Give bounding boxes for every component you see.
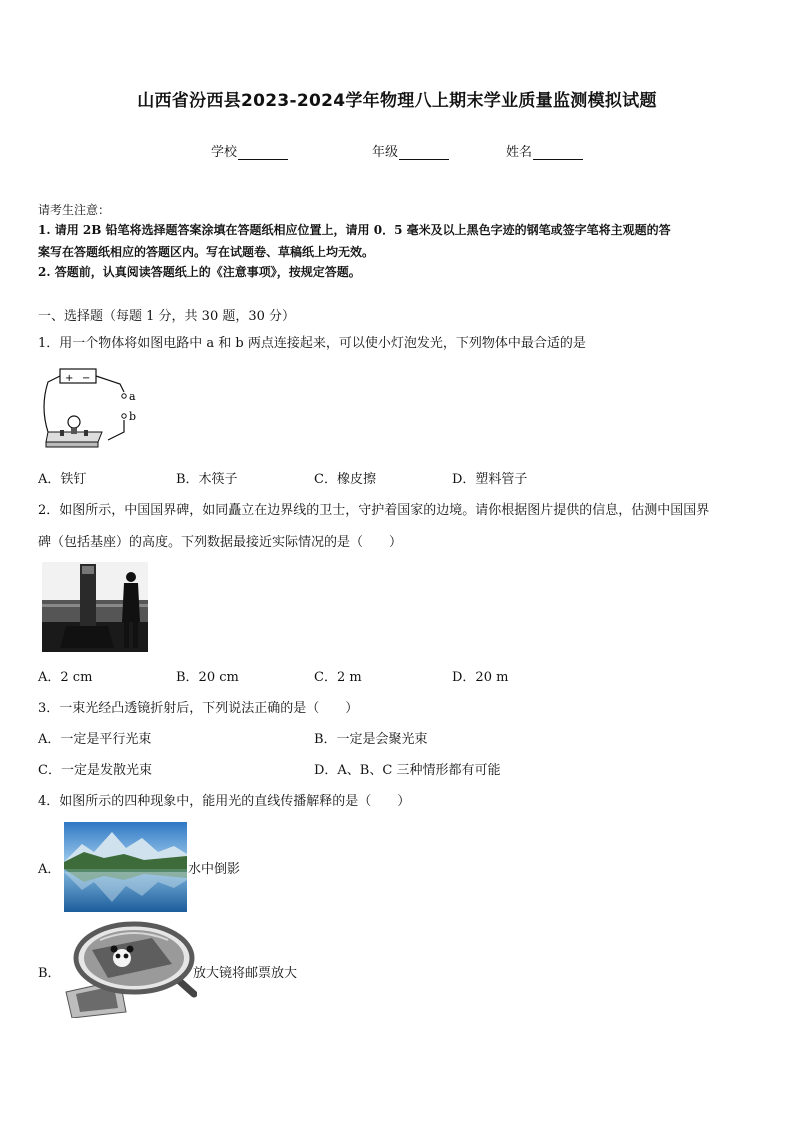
notice-heading: 请考生注意： <box>38 203 111 217</box>
q4-option-b-caption: 放大镜将邮票放大 <box>193 966 298 981</box>
q1-option-a[interactable]: A．铁钉 <box>38 472 87 487</box>
point-b-label: b <box>129 410 137 423</box>
grade-blank <box>399 147 449 160</box>
section-heading: 一、选择题（每题 1 分，共 30 题，30 分） <box>38 309 296 324</box>
q1-option-d[interactable]: D．塑料管子 <box>452 472 528 487</box>
school-field <box>211 141 288 160</box>
notice-line-1b: 案写在答题纸相应的答题区内。写在试题卷、草稿纸上均无效。 <box>38 245 375 259</box>
name-label: 姓名 <box>506 145 533 160</box>
q2-option-b[interactable]: B．20 cm <box>176 670 239 685</box>
q1-option-b[interactable]: B．木筷子 <box>176 472 238 487</box>
q4-option-a-caption: 水中倒影 <box>188 862 241 877</box>
grade-field <box>372 141 449 160</box>
q4-lake-reflection-photo <box>64 822 187 912</box>
notice-line-1a: 1. 请用 2B 铅笔将选择题答案涂填在答题纸相应位置上，请用 0．5 毫米及以上黑色字迹的钢笔或签字笔将主观题的答 <box>38 223 671 237</box>
page-title: 山西省汾西县2023-2024学年物理八上期末学业质量监测模拟试题 <box>137 91 657 111</box>
q4-option-b-letter[interactable]: B． <box>38 966 61 981</box>
notice-line-2: 2. 答题前，认真阅读答题纸上的《注意事项》，按规定答题。 <box>38 265 361 279</box>
q2-stem-line-1: 2．如图所示，中国国界碑，如同矗立在边界线的卫士，守护着国家的边境。请你根据图片提供的信息，估测中国国界 <box>38 503 710 518</box>
name-blank <box>533 147 583 160</box>
q1-stem: 1．用一个物体将如图电路中 a 和 b 两点连接起来，可以使小灯泡发光，下列物体中最合适的是 <box>38 336 586 351</box>
q1-circuit-figure <box>38 362 148 452</box>
q3-option-c[interactable]: C．一定是发散光束 <box>38 763 152 778</box>
q2-boundary-marker-photo <box>42 562 148 652</box>
q3-option-a[interactable]: A．一定是平行光束 <box>38 732 152 747</box>
q2-option-a[interactable]: A．2 cm <box>38 670 93 685</box>
q4-stem: 4．如图所示的四种现象中，能用光的直线传播解释的是（ ） <box>38 794 411 809</box>
battery-plus: + <box>65 373 74 384</box>
q4-magnifier-stamp-photo <box>62 920 197 1018</box>
name-field <box>506 141 583 160</box>
school-label: 学校 <box>211 145 238 160</box>
grade-label: 年级 <box>372 145 399 160</box>
q1-option-c[interactable]: C．橡皮擦 <box>314 472 376 487</box>
q2-option-d[interactable]: D．20 m <box>452 670 509 685</box>
school-blank <box>238 147 288 160</box>
battery-minus: − <box>82 373 91 384</box>
q3-option-d[interactable]: D．A、B、C 三种情形都有可能 <box>314 763 501 778</box>
q2-option-c[interactable]: C．2 m <box>314 670 362 685</box>
q3-option-b[interactable]: B．一定是会聚光束 <box>314 732 428 747</box>
q2-stem-line-2: 碑（包括基座）的高度。下列数据最接近实际情况的是（ ） <box>38 535 403 550</box>
q3-stem: 3．一束光经凸透镜折射后，下列说法正确的是（ ） <box>38 701 359 716</box>
q4-option-a-letter[interactable]: A． <box>38 862 61 877</box>
bulb <box>68 416 80 428</box>
point-a-label: a <box>129 390 136 403</box>
